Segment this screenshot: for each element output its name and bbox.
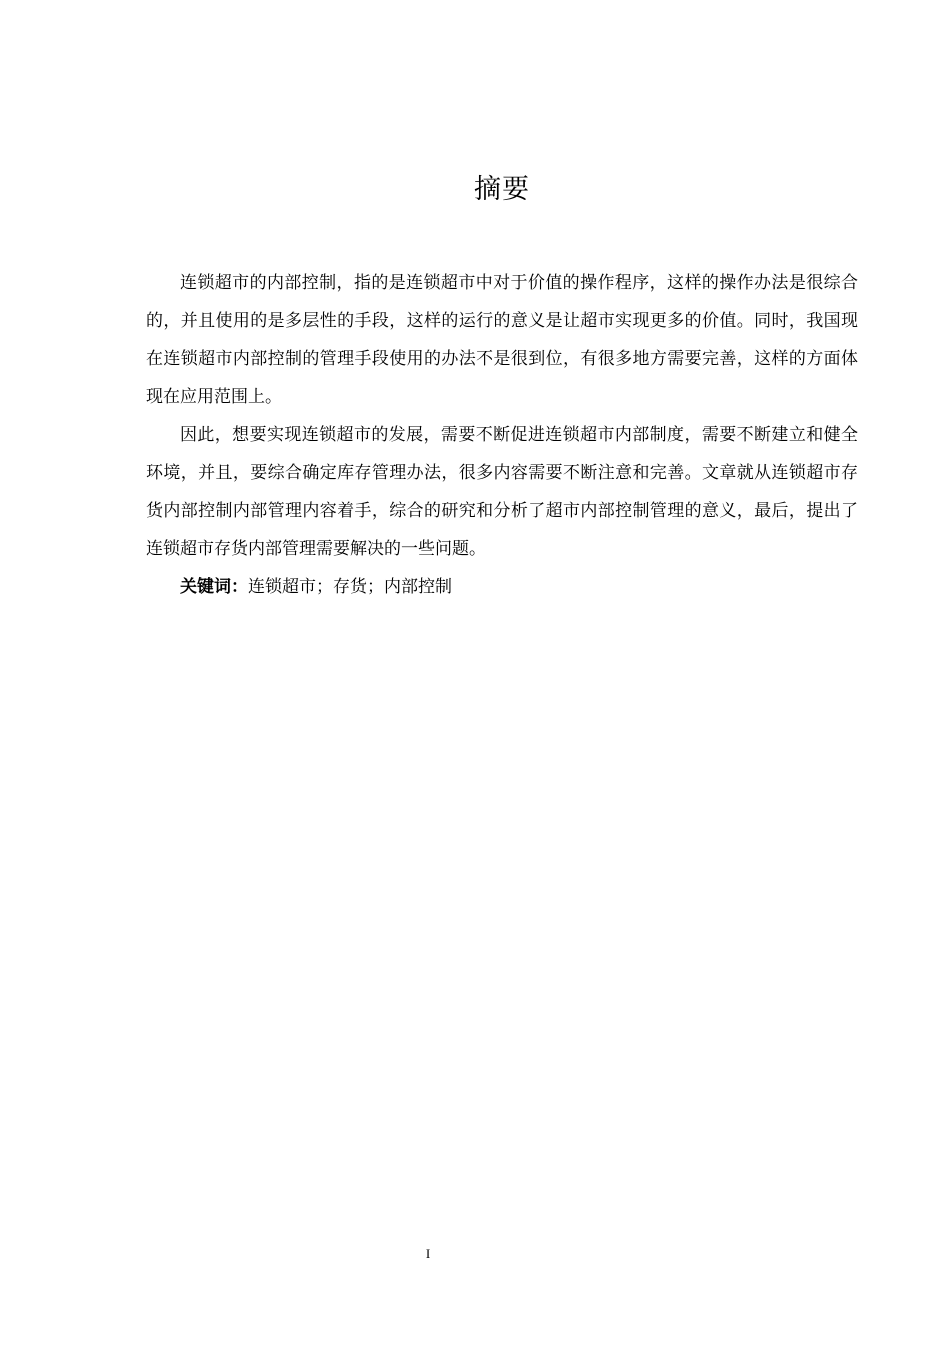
page-title: 摘要: [474, 174, 530, 205]
abstract-body: [146, 264, 858, 606]
keywords-line: [146, 568, 858, 606]
abstract-paragraph-2: 因此，想要实现连锁超市的发展，需要不断促进连锁超市内部制度，需要不断建立和健全环境，并且，要综合确定库存管理办法，很多内容需要不断注意和完善。文章就从连锁超市存货内部控制内部管理内容着手，综合的研究和分析了超市内部控制管理的意义，最后，提出了连锁超市存货内部管理需要解决的一些问题。: [146, 425, 858, 559]
page-number: I: [425, 1246, 431, 1261]
keywords-label: 关键词：: [180, 577, 248, 597]
abstract-paragraph-1: 连锁超市的内部控制，指的是连锁超市中对于价值的操作程序，这样的操作办法是很综合的，并且使用的是多层性的手段，这样的运行的意义是让超市实现更多的价值。同时，我国现在连锁超市内部控制的管理手段使用的办法不是很到位，有很多地方需要完善，这样的方面体现在应用范围上。: [146, 273, 858, 407]
keywords-value: 连锁超市；存货；内部控制: [248, 577, 452, 597]
